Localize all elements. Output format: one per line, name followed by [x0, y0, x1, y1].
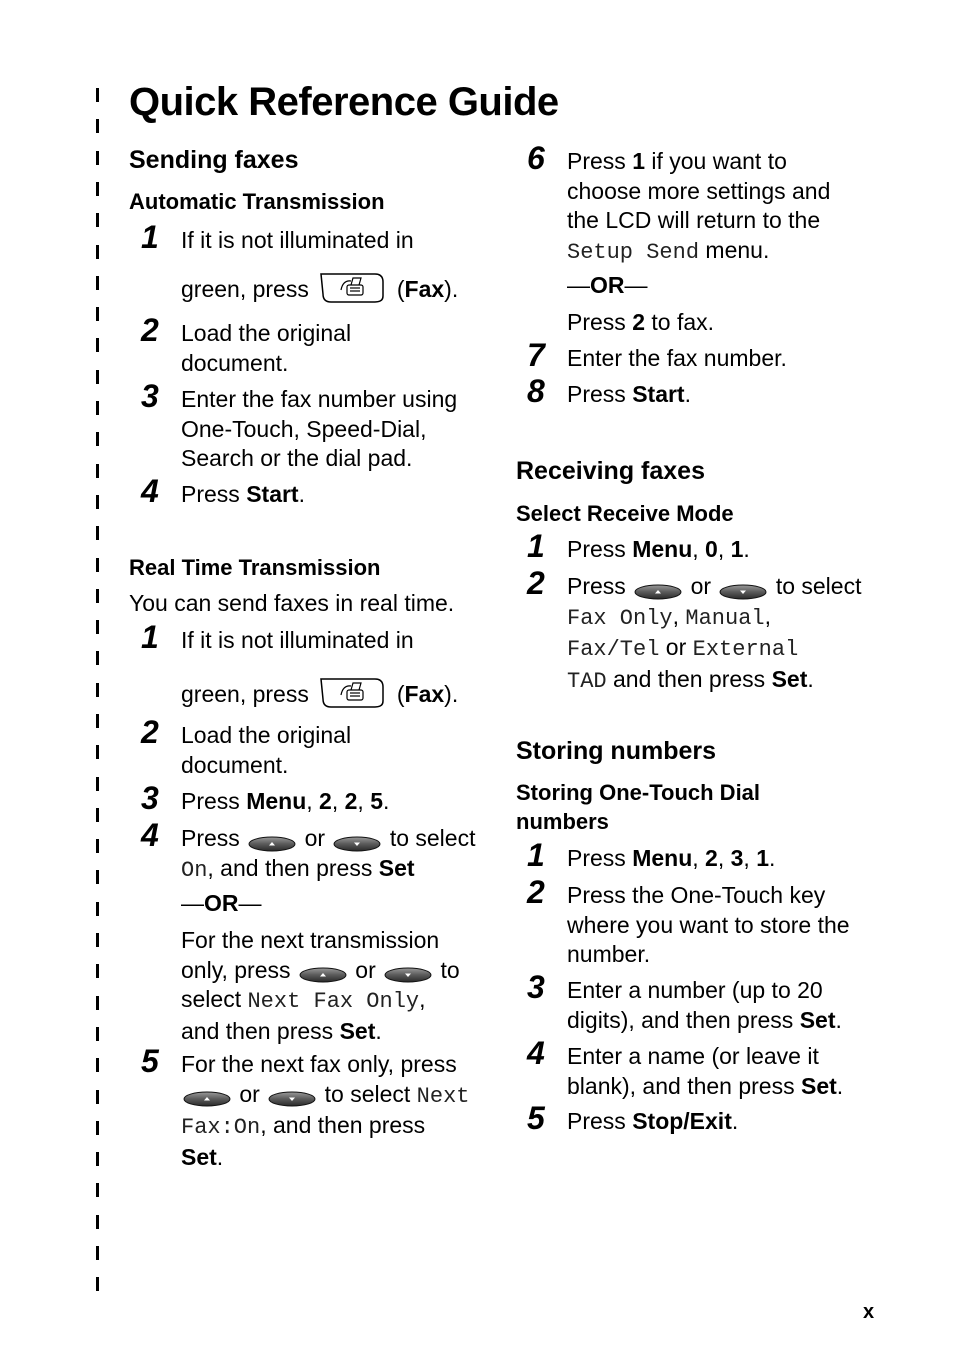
step-text: Press 1 if you want to choose more settings and the LCD will return to the Setup Send menu. — [567, 148, 831, 265]
subheading-receive-mode: Select Receive Mode — [516, 501, 734, 526]
margin-dash — [96, 495, 99, 509]
margin-dash — [96, 338, 99, 352]
step-number: 3 — [141, 378, 159, 414]
step-number: 5 — [141, 1043, 159, 1079]
margin-dash — [96, 808, 99, 822]
margin-dash — [96, 213, 99, 227]
margin-dash — [96, 839, 99, 853]
margin-dash — [96, 276, 99, 290]
margin-dash — [96, 88, 99, 102]
down-arrow-key-icon — [333, 830, 381, 846]
step-number: 1 — [141, 619, 159, 655]
up-arrow-key-icon — [248, 830, 296, 846]
step-text: Press or to select On, and then press Set — [181, 825, 476, 883]
step-number: 4 — [141, 473, 159, 509]
down-arrow-key-icon — [268, 1085, 316, 1101]
intro-text: You can send faxes in real time. — [129, 590, 455, 616]
margin-dash — [96, 558, 99, 572]
up-arrow-key-icon — [183, 1085, 231, 1101]
margin-dash — [96, 1090, 99, 1104]
margin-dash — [96, 370, 99, 384]
margin-dash — [96, 401, 99, 415]
margin-dash — [96, 745, 99, 759]
step-text: Press or to select Fax Only, Manual, Fax/Tel or External TAD and then press Set. — [567, 573, 862, 694]
step-text: green, press (Fax). — [181, 678, 458, 714]
step-text: Press Menu, 0, 1. — [567, 536, 750, 562]
or-separator: —OR— — [181, 890, 262, 916]
section-heading-receiving: Receiving faxes — [516, 457, 705, 485]
step-text: Press Menu, 2, 3, 1. — [567, 845, 776, 871]
up-arrow-key-icon — [634, 578, 682, 594]
step-number: 5 — [527, 1100, 545, 1136]
subheading-automatic: Automatic Transmission — [129, 189, 385, 214]
step-text: green, press (Fax). — [181, 273, 458, 309]
margin-dash — [96, 1027, 99, 1041]
subheading-real-time: Real Time Transmission — [129, 555, 381, 580]
step-text: Press the One-Touch key where you want to store the number. — [567, 882, 850, 967]
page-title: Quick Reference Guide — [129, 80, 559, 124]
margin-dash — [96, 620, 99, 634]
margin-dash — [96, 151, 99, 165]
step-text: Enter a number (up to 20 digits), and then press Set. — [567, 977, 842, 1033]
step-text: Enter the fax number. — [567, 345, 787, 371]
or-separator: —OR— — [567, 272, 648, 298]
step-text: Press Stop/Exit. — [567, 1108, 739, 1134]
step-number: 2 — [527, 565, 545, 601]
step-number: 1 — [141, 219, 159, 255]
margin-dash — [96, 933, 99, 947]
margin-dash — [96, 777, 99, 791]
down-arrow-key-icon — [719, 578, 767, 594]
step-text: Press Start. — [181, 481, 305, 507]
step-number: 1 — [527, 837, 545, 873]
margin-dash — [96, 464, 99, 478]
step-text: Press Start. — [567, 381, 691, 407]
fax-key-icon — [317, 675, 389, 711]
margin-dash — [96, 651, 99, 665]
section-heading-storing: Storing numbers — [516, 737, 717, 765]
margin-dash — [96, 902, 99, 916]
step-number: 2 — [527, 874, 545, 910]
margin-dash — [96, 1215, 99, 1229]
step-text: For the next transmission only, press or to select Next Fax Only, and then press Set. — [181, 927, 460, 1044]
step-number: 3 — [141, 780, 159, 816]
step-number: 4 — [527, 1035, 545, 1071]
fax-key-icon — [317, 270, 389, 306]
margin-dash — [96, 683, 99, 697]
margin-dash — [96, 1277, 99, 1291]
step-number: 1 — [527, 528, 545, 564]
margin-dash — [96, 714, 99, 728]
step-number: 8 — [527, 373, 545, 409]
margin-dash — [96, 1183, 99, 1197]
margin-dash — [96, 1246, 99, 1260]
margin-dash — [96, 182, 99, 196]
margin-dash — [96, 996, 99, 1010]
margin-dash — [96, 245, 99, 259]
step-number: 3 — [527, 969, 545, 1005]
step-text: If it is not illuminated in — [181, 227, 414, 253]
margin-dash — [96, 1121, 99, 1135]
step-number: 4 — [141, 817, 159, 853]
margin-dash — [96, 119, 99, 133]
margin-dash — [96, 307, 99, 321]
step-number: 2 — [141, 714, 159, 750]
page-number: x — [863, 1301, 875, 1323]
step-text: Load the original document. — [181, 722, 352, 778]
margin-dash — [96, 964, 99, 978]
subheading-one-touch: Storing One-Touch Dial numbers — [516, 780, 761, 834]
step-text: Load the original document. — [181, 320, 352, 376]
section-heading-sending: Sending faxes — [129, 146, 299, 174]
margin-dash — [96, 589, 99, 603]
up-arrow-key-icon — [299, 961, 347, 977]
step-number: 7 — [527, 337, 545, 373]
margin-dash — [96, 526, 99, 540]
step-text: Enter a name (or leave it blank), and then press Set. — [567, 1043, 844, 1099]
margin-dash — [96, 1152, 99, 1166]
step-text: For the next fax only, press or to select Next Fax:On, and then press Set. — [181, 1051, 470, 1170]
step-number: 6 — [527, 140, 545, 176]
margin-dash — [96, 1058, 99, 1072]
margin-dash — [96, 432, 99, 446]
step-text: If it is not illuminated in — [181, 627, 414, 653]
down-arrow-key-icon — [384, 961, 432, 977]
step-number: 2 — [141, 312, 159, 348]
step-text: Press Menu, 2, 2, 5. — [181, 788, 390, 814]
step-text: Press 2 to fax. — [567, 309, 715, 335]
step-text: Enter the fax number using One-Touch, Speed-Dial, Search or the dial pad. — [181, 386, 458, 471]
margin-dash — [96, 870, 99, 884]
